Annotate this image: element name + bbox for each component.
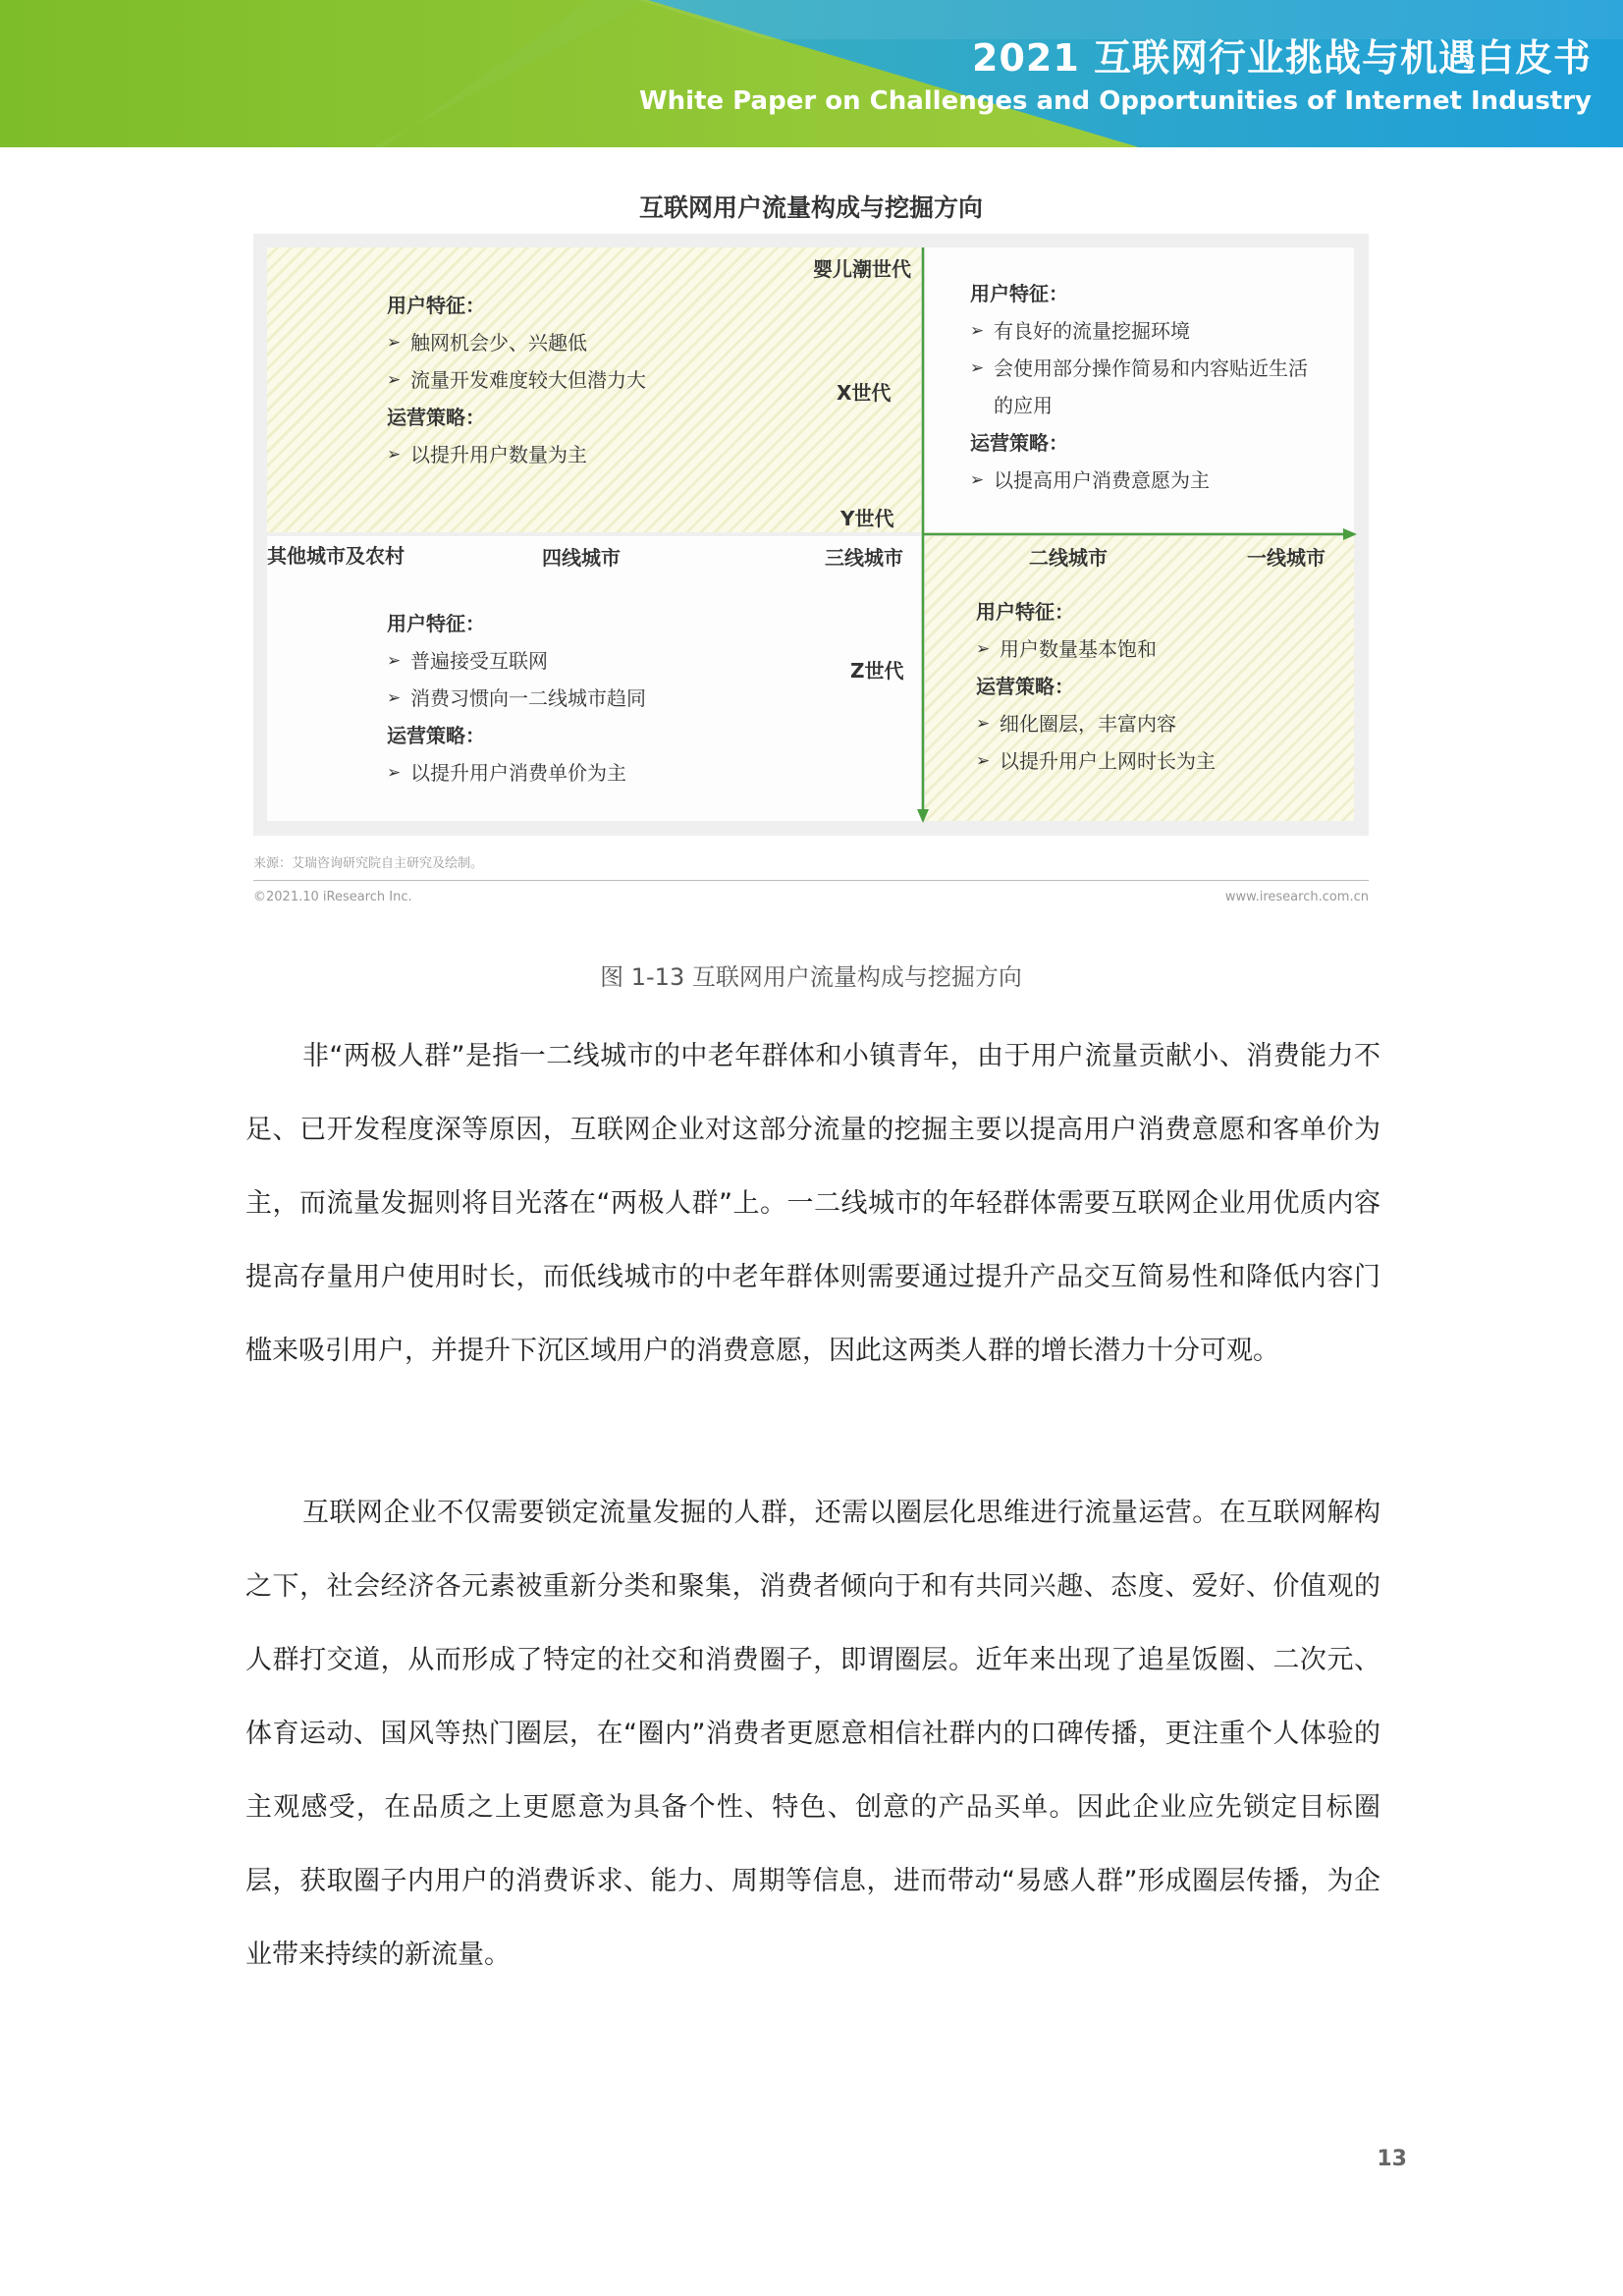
header-banner xyxy=(0,0,1623,147)
quadrant-top-left-text xyxy=(387,287,646,473)
heading-strategy: 运营策略： xyxy=(976,675,1074,698)
header-title-en: White Paper on Challenges and Opportunities of Internet Industry xyxy=(638,86,1592,116)
figure-caption: 图 1-13 互联网用户流量构成与挖掘方向 xyxy=(600,963,1022,991)
heading-user-traits: 用户特征： xyxy=(387,294,485,317)
list-item: ➢ 触网机会少、兴趣低 xyxy=(387,324,646,361)
heading-strategy: 运营策略： xyxy=(970,431,1068,455)
axis-label-tier3: 三线城市 xyxy=(825,546,903,570)
page-number: 13 xyxy=(1377,2147,1407,2171)
axis-label-tier1: 一线城市 xyxy=(1247,546,1325,570)
list-item: ➢ 会使用部分操作简易和内容贴近生活 xyxy=(970,350,1308,387)
axis-label-tier2: 二线城市 xyxy=(1029,546,1108,570)
list-item: ➢ 消费习惯向一二线城市趋同 xyxy=(387,680,646,717)
heading-user-traits: 用户特征： xyxy=(387,612,485,635)
list-item: ➢ 以提升用户数量为主 xyxy=(387,436,646,473)
list-item: ➢ 以提高用户消费意愿为主 xyxy=(970,462,1308,499)
figure-source: 来源：艾瑞咨询研究院自主研究及绘制。 xyxy=(253,856,484,871)
heading-strategy: 运营策略： xyxy=(387,406,485,429)
list-item: ➢ 普遍接受互联网 xyxy=(387,642,646,680)
quadrant-top-right-text xyxy=(970,275,1308,499)
list-item: ➢ 用户数量基本饱和 xyxy=(976,630,1216,668)
list-item: ➢ 有良好的流量挖掘环境 xyxy=(970,312,1308,350)
list-item: ➢ 以提升用户消费单价为主 xyxy=(387,754,646,792)
list-item: ➢ 细化圈层，丰富内容 xyxy=(976,705,1216,742)
body-paragraph-2: 互联网企业不仅需要锁定流量发掘的人群，还需以圈层化思维进行流量运营。在互联网解构之下，社会经济各元素被重新分类和聚集，消费者倾向于和有共同兴趣、态度、爱好、价值观的人群打交道，从而形成了特定的社交和消费圈子，即谓圈层。近年来出现了追星饭圈、二次元、体育运动、国风等热门圈层，在“圈内”消费者更愿意相信社群内的口碑传播，更注重个人体验的主观感受，在品质之上更愿意为具备个性、特色、创意的产品买单。因此企业应先锁定目标圈层，获取圈子内用户的消费诉求、能力、周期等信息，进而带动“易感人群”形成圈层传播，为企业带来持续的新流量。 xyxy=(245,1498,1380,1970)
body-paragraph-1: 非“两极人群”是指一二线城市的中老年群体和小镇青年，由于用户流量贡献小、消费能力不足、已开发程度深等原因，互联网企业对这部分流量的挖掘主要以提高用户消费意愿和客单价为主，而流量发掘则将目光落在“两极人群”上。一二线城市的年轻群体需要互联网企业用优质内容提高存量用户使用时长，而低线城市的中老年群体则需要通过提升产品交互简易性和降低内容门槛来吸引用户，并提升下沉区域用户的消费意愿，因此这两类人群的增长潜力十分可观。 xyxy=(245,1041,1380,1366)
divider xyxy=(253,880,1369,881)
horizontal-axis-arrow xyxy=(1343,528,1357,540)
list-item: ➢ 以提升用户上网时长为主 xyxy=(976,742,1216,780)
heading-user-traits: 用户特征： xyxy=(976,600,1074,624)
list-item-continuation: 的应用 xyxy=(994,394,1053,417)
axis-label-gen-y: Y世代 xyxy=(840,507,894,530)
figure-website: www.iresearch.com.cn xyxy=(1224,890,1369,904)
axis-label-gen-z: Z世代 xyxy=(850,659,904,683)
header-title-cn: 2021 互联网行业挑战与机遇白皮书 xyxy=(972,36,1592,80)
figure-copyright: ©2021.10 iResearch Inc. xyxy=(253,890,412,904)
axis-label-baby-boomer: 婴儿潮世代 xyxy=(813,257,911,281)
quadrant-matrix xyxy=(253,234,1369,836)
vertical-axis-arrow xyxy=(917,809,929,823)
figure-title: 互联网用户流量构成与挖掘方向 xyxy=(638,193,983,222)
axis-label-tier4: 四线城市 xyxy=(542,546,621,570)
axis-label-gen-x: X世代 xyxy=(837,381,892,405)
heading-user-traits: 用户特征： xyxy=(970,282,1068,305)
heading-strategy: 运营策略： xyxy=(387,724,485,747)
quadrant-bottom-left-text xyxy=(387,605,646,792)
list-item: ➢ 流量开发难度较大但潜力大 xyxy=(387,361,646,399)
quadrant-bottom-right-text xyxy=(976,593,1216,780)
axis-label-rural: 其他城市及农村 xyxy=(267,544,405,568)
